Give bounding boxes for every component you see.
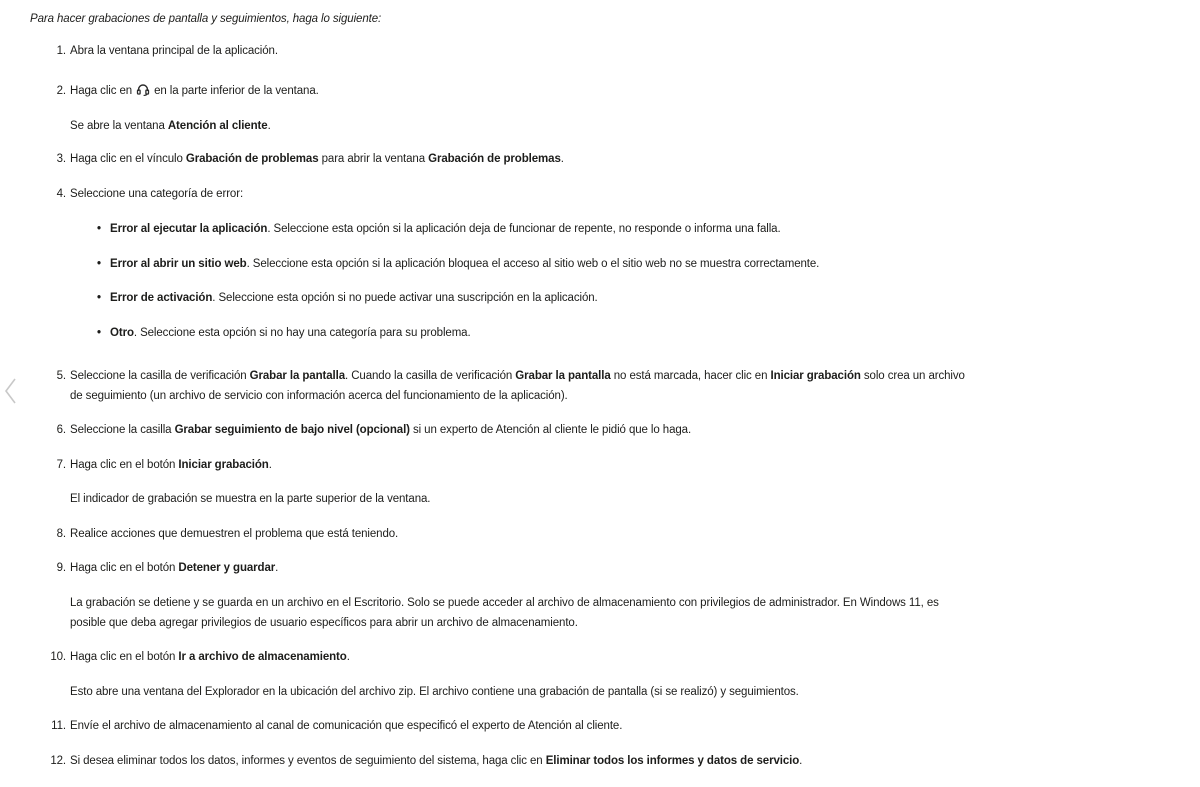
window-name: Grabación de problemas: [428, 153, 561, 165]
link-name: Grabación de problemas: [185, 153, 319, 165]
bullet-dot: •: [97, 258, 101, 270]
step-number: 12.: [50, 755, 66, 767]
intro-text: Para hacer grabaciones de pantalla y seguimientos, haga lo siguiente:: [30, 13, 382, 25]
bullet-dot: •: [97, 292, 101, 304]
step-number: 1.: [56, 45, 66, 57]
chevron-left-icon[interactable]: [2, 376, 20, 406]
window-name: Atención al cliente: [167, 120, 268, 132]
step-number: 10.: [50, 651, 66, 663]
step-number: 9.: [56, 562, 66, 574]
step-number: 8.: [56, 528, 66, 540]
step-number: 7.: [56, 459, 66, 471]
step-number: 6.: [56, 424, 66, 436]
button-name: Ir a archivo de almacenamiento: [178, 651, 347, 663]
step-number: 4.: [56, 188, 66, 200]
step-text: Haga clic en: [70, 85, 133, 97]
step-number: 11.: [51, 720, 66, 732]
step-number: 5.: [56, 370, 66, 382]
bullet-dot: •: [97, 223, 101, 235]
step-text: Envíe el archivo de almacenamiento al canal de comunicación que especificó el experto de Atención al cliente.: [70, 720, 623, 732]
step-text: Abra la ventana principal de la aplicación.: [70, 45, 278, 57]
step-text: Realice acciones que demuestren el problema que está teniendo.: [70, 528, 399, 540]
button-name: Detener y guardar: [178, 562, 276, 574]
headset-icon: [136, 83, 150, 101]
button-name: Iniciar grabación: [178, 459, 269, 471]
bullet-dot: •: [97, 327, 101, 339]
step-number: 2.: [56, 85, 66, 97]
button-name: Eliminar todos los informes y datos de servicio: [545, 755, 800, 767]
step-text: Seleccione una categoría de error:: [70, 188, 244, 200]
step-text: en la parte inferior de la ventana.: [154, 85, 319, 97]
step-number: 3.: [56, 153, 66, 165]
